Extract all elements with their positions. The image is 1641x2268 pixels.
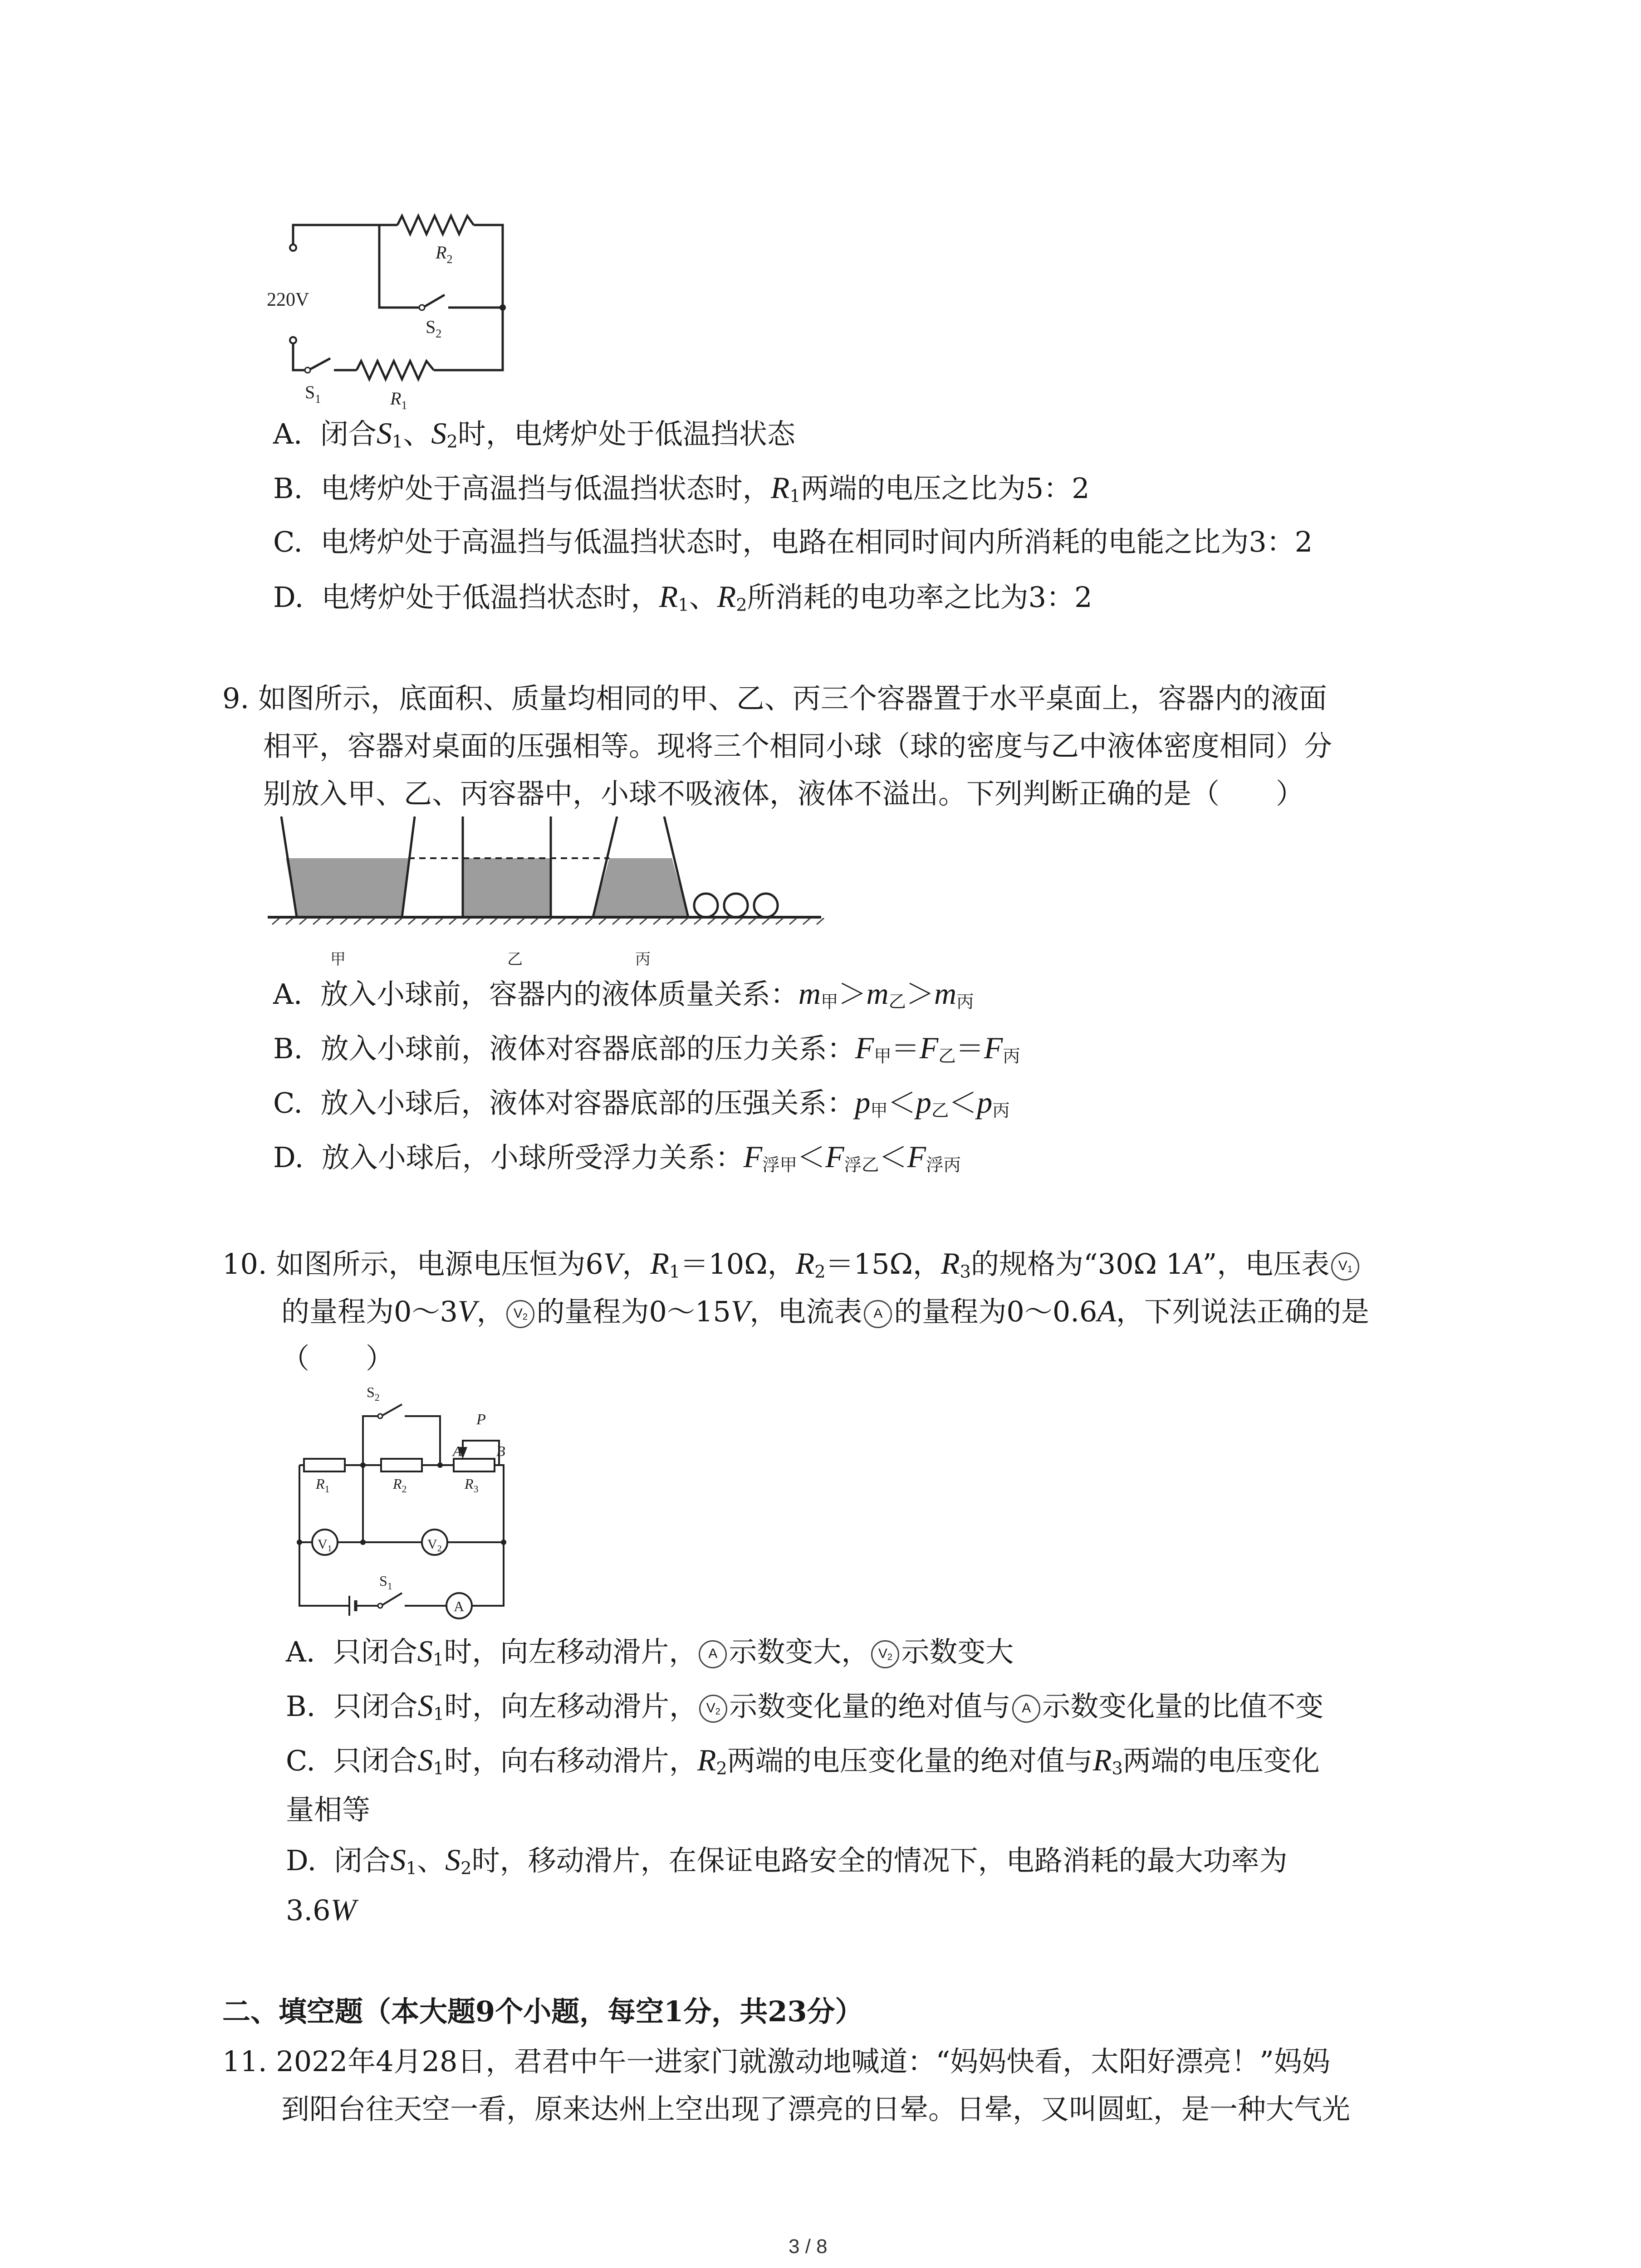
voltmeter-v2-icon: $V_2$ xyxy=(871,1640,899,1668)
voltmeter-v2-icon: $V_2$ xyxy=(506,1300,534,1328)
q8-label-r2: $R_2$ xyxy=(436,242,453,266)
option-letter: B. xyxy=(286,1690,316,1723)
q10-circuit-diagram xyxy=(272,1379,535,1624)
q10-r2 xyxy=(381,1459,422,1471)
q10-s2-wire-right xyxy=(405,1416,440,1465)
svg-text:R2: $R_2$ xyxy=(393,1476,407,1495)
q11-stem-line-2: 到阳台往天空一看，原来达州上空出现了漂亮的日晕。日晕，又叫圆虹，是一种大气光 xyxy=(281,2092,1351,2126)
q9-containers-diagram xyxy=(268,816,830,980)
container-yi-liquid xyxy=(463,858,551,917)
q8-s2-blade xyxy=(423,295,445,308)
container-bing-liquid xyxy=(593,858,688,917)
svg-text:B: B xyxy=(496,1443,505,1459)
q9-option-d: D. 放入小球后，小球所受浮力关系：$F_{浮甲}<F_{浮乙}<F_{浮丙}$ xyxy=(273,1139,961,1176)
q8-r1-zigzag xyxy=(357,361,434,379)
option-letter: D. xyxy=(273,581,304,614)
svg-text:R1: $R_1$ xyxy=(316,1476,330,1495)
option-letter: A. xyxy=(273,978,303,1011)
page-number: 3 / 8 xyxy=(789,2235,828,2258)
q9-stem-line-3: 别放入甲、乙、丙容器中，小球不吸液体，液体不溢出。下列判断正确的是（ ） xyxy=(263,777,1304,810)
q10-s2-wire-left xyxy=(363,1416,379,1465)
ball xyxy=(724,894,748,917)
option-letter: C. xyxy=(286,1744,315,1777)
svg-text:S2: $S_2$ xyxy=(367,1384,380,1403)
label-jia: 甲 xyxy=(330,951,346,968)
q8-option-c: C. 电烤炉处于高温挡与低温挡状态时，电路在相同时间内所消耗的电能之比为3：2 xyxy=(273,525,1313,558)
q8-node xyxy=(500,304,506,311)
q9-stem-line-1: 9. 如图所示，底面积、质量均相同的甲、乙、丙三个容器置于水平桌面上，容器内的液面 xyxy=(222,682,1327,715)
question-number: 9. xyxy=(222,682,250,715)
q10-s1-blade xyxy=(381,1593,402,1606)
q9-option-a: A. 放入小球前，容器内的液体质量关系：$m_甲>m_乙>m_丙$ xyxy=(273,976,974,1012)
svg-text:P: P xyxy=(476,1411,486,1428)
q8-option-b: B. 电烤炉处于高温挡与低温挡状态时，$R_1$两端的电压之比为5：2 xyxy=(273,470,1090,507)
ammeter-icon: A xyxy=(864,1300,892,1328)
option-letter: C. xyxy=(273,525,303,558)
q10-option-c-cont: 量相等 xyxy=(286,1793,371,1826)
label-bing: 丙 xyxy=(635,951,651,968)
q10-option-b: B. 只闭合$S_1$时，向左移动滑片， $V_2$ 示数变化量的绝对值与 A 示数变化量的比值不变 xyxy=(286,1688,1324,1725)
svg-text:S1: $S_1$ xyxy=(379,1573,392,1592)
q8-circuit-diagram xyxy=(254,209,526,417)
svg-text:R3: $R_3$ xyxy=(465,1476,479,1495)
q8-s1-pivot xyxy=(305,367,310,373)
option-letter: B. xyxy=(273,1032,303,1065)
option-letter: D. xyxy=(273,1141,304,1174)
q9-option-c: C. 放入小球后，液体对容器底部的压强关系：$p_甲<p_乙<p_丙$ xyxy=(273,1085,1010,1121)
q8-wire-top xyxy=(293,225,397,244)
svg-text:A: A xyxy=(454,1598,465,1614)
q8-terminal-top xyxy=(290,244,296,251)
q10-stem-line-3: （ ） xyxy=(281,1342,394,1375)
q8-label-s1: $S_1$ xyxy=(305,382,321,406)
q11-stem-line-1: 11. 2022年4月28日，君君中午一进家门就激动地喊道：“妈妈快看，太阳好漂亮！”妈妈 xyxy=(222,2045,1330,2078)
q9-stem-line-2: 相平，容器对桌面的压强相等。现将三个相同小球（球的密度与乙中液体密度相同）分 xyxy=(263,729,1332,763)
q8-label-source: 220V xyxy=(267,289,309,310)
option-letter: B. xyxy=(273,472,303,505)
q10-option-c: C. 只闭合$S_1$时，向右移动滑片，$R_2$两端的电压变化量的绝对值与$R_3$两端的电压变化 xyxy=(286,1743,1320,1779)
option-letter: C. xyxy=(273,1086,303,1119)
option-letter: D. xyxy=(286,1844,317,1877)
voltmeter-v2-icon: $V_2$ xyxy=(699,1695,727,1723)
option-letter: A. xyxy=(286,1635,315,1668)
q8-option-d: D. 电烤炉处于低温挡状态时，$R_1$、$R_2$所消耗的电功率之比为3：2 xyxy=(273,579,1092,616)
ammeter-icon: A xyxy=(1012,1695,1040,1723)
svg-text:V2: $V_2$ xyxy=(427,1537,442,1554)
ball xyxy=(694,894,718,917)
q10-stem-line-2: 的量程为0～3V， $V_2$ 的量程为0～15V，电流表 A 的量程为0～0.6A，下列说法正确的是 xyxy=(281,1294,1369,1328)
q8-s2-pivot xyxy=(419,305,425,310)
option-letter: A. xyxy=(273,417,303,450)
question-number: 11. xyxy=(222,2045,267,2078)
q10-r3 xyxy=(454,1459,495,1471)
question-number: 10. xyxy=(222,1247,267,1281)
voltmeter-v1-icon: $V_1$ xyxy=(1331,1252,1359,1281)
q8-label-s2: $S_2$ xyxy=(426,317,442,340)
ammeter-icon: A xyxy=(699,1640,727,1668)
container-jia-liquid xyxy=(286,858,408,917)
q8-label-r1: $R_1$ xyxy=(390,388,407,412)
ball xyxy=(754,894,778,917)
svg-text:V1: $V_1$ xyxy=(318,1537,332,1554)
q10-option-d: D. 闭合$S_1$、$S_2$时，移动滑片，在保证电路安全的情况下，电路消耗的最大功率为 xyxy=(286,1843,1288,1879)
label-yi: 乙 xyxy=(507,951,523,968)
q8-s1-blade xyxy=(309,358,330,370)
q8-wire-top-right xyxy=(474,225,503,370)
section-2-heading: 二、填空题（本大题9个小题，每空1分，共23分） xyxy=(222,1995,863,2028)
q10-s2-blade xyxy=(381,1404,402,1416)
q10-option-a: A. 只闭合$S_1$时，向左移动滑片， A 示数变大， $V_2$ 示数变大 xyxy=(286,1634,1014,1670)
q10-stem-line-1: 10. 如图所示，电源电压恒为6V，$R_1=10\Omega$，$R_2=15\Omega$，$R_3$的规格为“30Ω 1A”，电压表 $V_1$ xyxy=(222,1245,1361,1290)
q10-r1 xyxy=(304,1459,345,1471)
q8-wire-bottom-left xyxy=(293,344,307,370)
q9-option-b: B. 放入小球前，液体对容器底部的压力关系：$F_甲=F_乙=F_丙$ xyxy=(273,1031,1020,1067)
q8-wire-branch xyxy=(379,225,421,308)
q8-option-a: A. 闭合$S_1$、$S_2$时，电烤炉处于低温挡状态 xyxy=(273,416,795,452)
q8-r2-zigzag xyxy=(397,216,474,234)
q8-terminal-bottom xyxy=(290,337,296,343)
q10-option-d-cont: 3.6W xyxy=(286,1892,357,1927)
svg-text:A: A xyxy=(453,1443,462,1459)
